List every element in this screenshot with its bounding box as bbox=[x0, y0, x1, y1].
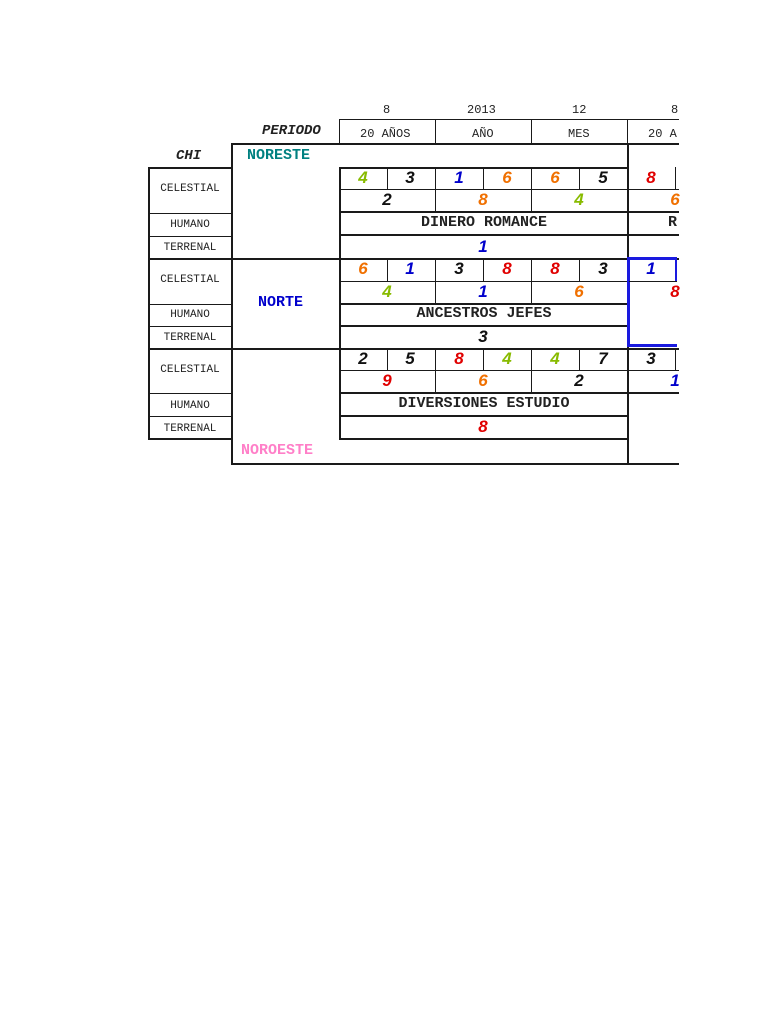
g2-v-579 bbox=[579, 258, 580, 281]
label-humano-1: HUMANO bbox=[170, 219, 210, 231]
g1-v-531 bbox=[531, 167, 532, 212]
g2-v-531 bbox=[531, 258, 532, 304]
celestial-top-number: 2 bbox=[358, 349, 368, 368]
g3-v-387 bbox=[387, 348, 388, 370]
top-value-ano: 2013 bbox=[467, 103, 496, 117]
celestial-bottom-number: 1 bbox=[670, 371, 680, 390]
celestial-bottom-number: 4 bbox=[382, 282, 392, 301]
g3-v-483 bbox=[483, 348, 484, 370]
column-header-next: 20 A bbox=[648, 127, 677, 141]
g1-hum-top bbox=[339, 211, 679, 213]
g1-ter-top bbox=[339, 234, 679, 236]
celestial-top-number: 4 bbox=[550, 349, 560, 368]
label-col-top bbox=[148, 167, 232, 169]
direction-noreste: NORESTE bbox=[247, 147, 311, 164]
label-col-bottom bbox=[148, 438, 232, 440]
humano-text-1: DINERO ROMANCE bbox=[420, 214, 548, 231]
label-terrenal-2: TERRENAL bbox=[163, 332, 217, 344]
celestial-top-number: 1 bbox=[454, 168, 464, 187]
column-header-20-anos: 20 AÑOS bbox=[360, 127, 411, 141]
header-top-line bbox=[339, 119, 679, 120]
lbl-line-2b bbox=[148, 326, 232, 327]
celestial-top-number: 3 bbox=[598, 259, 608, 278]
celestial-bottom-number: 2 bbox=[574, 371, 584, 390]
g3-v-531 bbox=[531, 348, 532, 393]
column-header-ano: AÑO bbox=[472, 127, 494, 141]
grid-bottom bbox=[339, 438, 629, 440]
celestial-bottom-number: 9 bbox=[382, 371, 392, 390]
label-celestial-3: CELESTIAL bbox=[160, 364, 220, 376]
g1-v-579 bbox=[579, 167, 580, 189]
celestial-top-number: 7 bbox=[598, 349, 608, 368]
celestial-top-number: 3 bbox=[454, 259, 464, 278]
main-bottom-line bbox=[231, 463, 679, 465]
main-top-line bbox=[231, 143, 679, 145]
highlight-inner-line bbox=[675, 259, 677, 281]
terrenal-number: 1 bbox=[478, 237, 488, 256]
label-humano-3: HUMANO bbox=[170, 400, 210, 412]
celestial-bottom-number: 2 bbox=[382, 190, 392, 209]
celestial-top-number: 3 bbox=[405, 168, 415, 187]
lbl-line-3b bbox=[148, 416, 232, 417]
header-divider-2 bbox=[531, 119, 532, 144]
direction-norte: NORTE bbox=[258, 294, 304, 311]
top-value-next: 8 bbox=[671, 103, 679, 117]
label-terrenal-3: TERRENAL bbox=[163, 423, 217, 435]
chi-label: CHI bbox=[176, 148, 202, 164]
celestial-top-number: 8 bbox=[454, 349, 464, 368]
g1-v-483 bbox=[483, 167, 484, 189]
celestial-bottom-number: 1 bbox=[478, 282, 488, 301]
g3-hum-top bbox=[339, 392, 679, 394]
celestial-bottom-number: 6 bbox=[670, 190, 680, 209]
terrenal-number: 3 bbox=[478, 327, 488, 346]
celestial-bottom-number: 6 bbox=[478, 371, 488, 390]
celestial-top-number: 5 bbox=[405, 349, 415, 368]
celestial-top-number: 6 bbox=[550, 168, 560, 187]
label-celestial-2: CELESTIAL bbox=[160, 274, 220, 286]
celestial-top-number: 3 bbox=[646, 349, 656, 368]
direction-noroeste: NOROESTE bbox=[241, 442, 314, 459]
celestial-top-number: 6 bbox=[358, 259, 368, 278]
periodo-label: PERIODO bbox=[262, 123, 321, 139]
header-divider-3 bbox=[627, 119, 628, 144]
right-v-675-3 bbox=[675, 348, 676, 370]
humano-text-3: DIVERSIONES ESTUDIO bbox=[398, 395, 570, 412]
celestial-top-number: 8 bbox=[646, 168, 656, 187]
lbl-line-1b bbox=[148, 236, 232, 237]
celestial-top-number: 6 bbox=[502, 168, 512, 187]
celestial-bottom-number: 4 bbox=[574, 190, 584, 209]
header-divider-1 bbox=[435, 119, 436, 144]
label-humano-2: HUMANO bbox=[170, 309, 210, 321]
g2-v-435 bbox=[435, 258, 436, 304]
lbl-line-3a bbox=[148, 393, 232, 394]
g3-v-579 bbox=[579, 348, 580, 370]
celestial-top-number: 1 bbox=[405, 259, 415, 278]
g1-v-387 bbox=[387, 167, 388, 189]
celestial-top-number: 4 bbox=[502, 349, 512, 368]
humano-text-2: ANCESTROS JEFES bbox=[416, 305, 552, 322]
right-v-675-1 bbox=[675, 167, 676, 189]
celestial-bottom-number: 8 bbox=[670, 282, 680, 301]
g2-v-483 bbox=[483, 258, 484, 281]
top-value-mes: 12 bbox=[572, 103, 587, 117]
celestial-top-number: 5 bbox=[598, 168, 608, 187]
label-terrenal-1: TERRENAL bbox=[163, 242, 217, 254]
top-value-20-anos: 8 bbox=[383, 103, 391, 117]
celestial-bottom-number: 8 bbox=[478, 190, 488, 209]
humano-text-1-right: R bbox=[668, 214, 678, 231]
g2-v-387 bbox=[387, 258, 388, 281]
header-left-line bbox=[339, 119, 340, 144]
celestial-top-number: 1 bbox=[646, 259, 656, 278]
celestial-top-number: 8 bbox=[502, 259, 512, 278]
label-celestial-1: CELESTIAL bbox=[160, 183, 220, 195]
lbl-line-2a bbox=[148, 304, 232, 305]
lbl-line-1a bbox=[148, 213, 232, 214]
celestial-bottom-number: 6 bbox=[574, 282, 584, 301]
celestial-top-number: 4 bbox=[358, 168, 368, 187]
g3-v-435 bbox=[435, 348, 436, 393]
terrenal-number: 8 bbox=[478, 417, 488, 436]
celestial-top-number: 8 bbox=[550, 259, 560, 278]
g1-v-435 bbox=[435, 167, 436, 212]
column-header-mes: MES bbox=[568, 127, 590, 141]
